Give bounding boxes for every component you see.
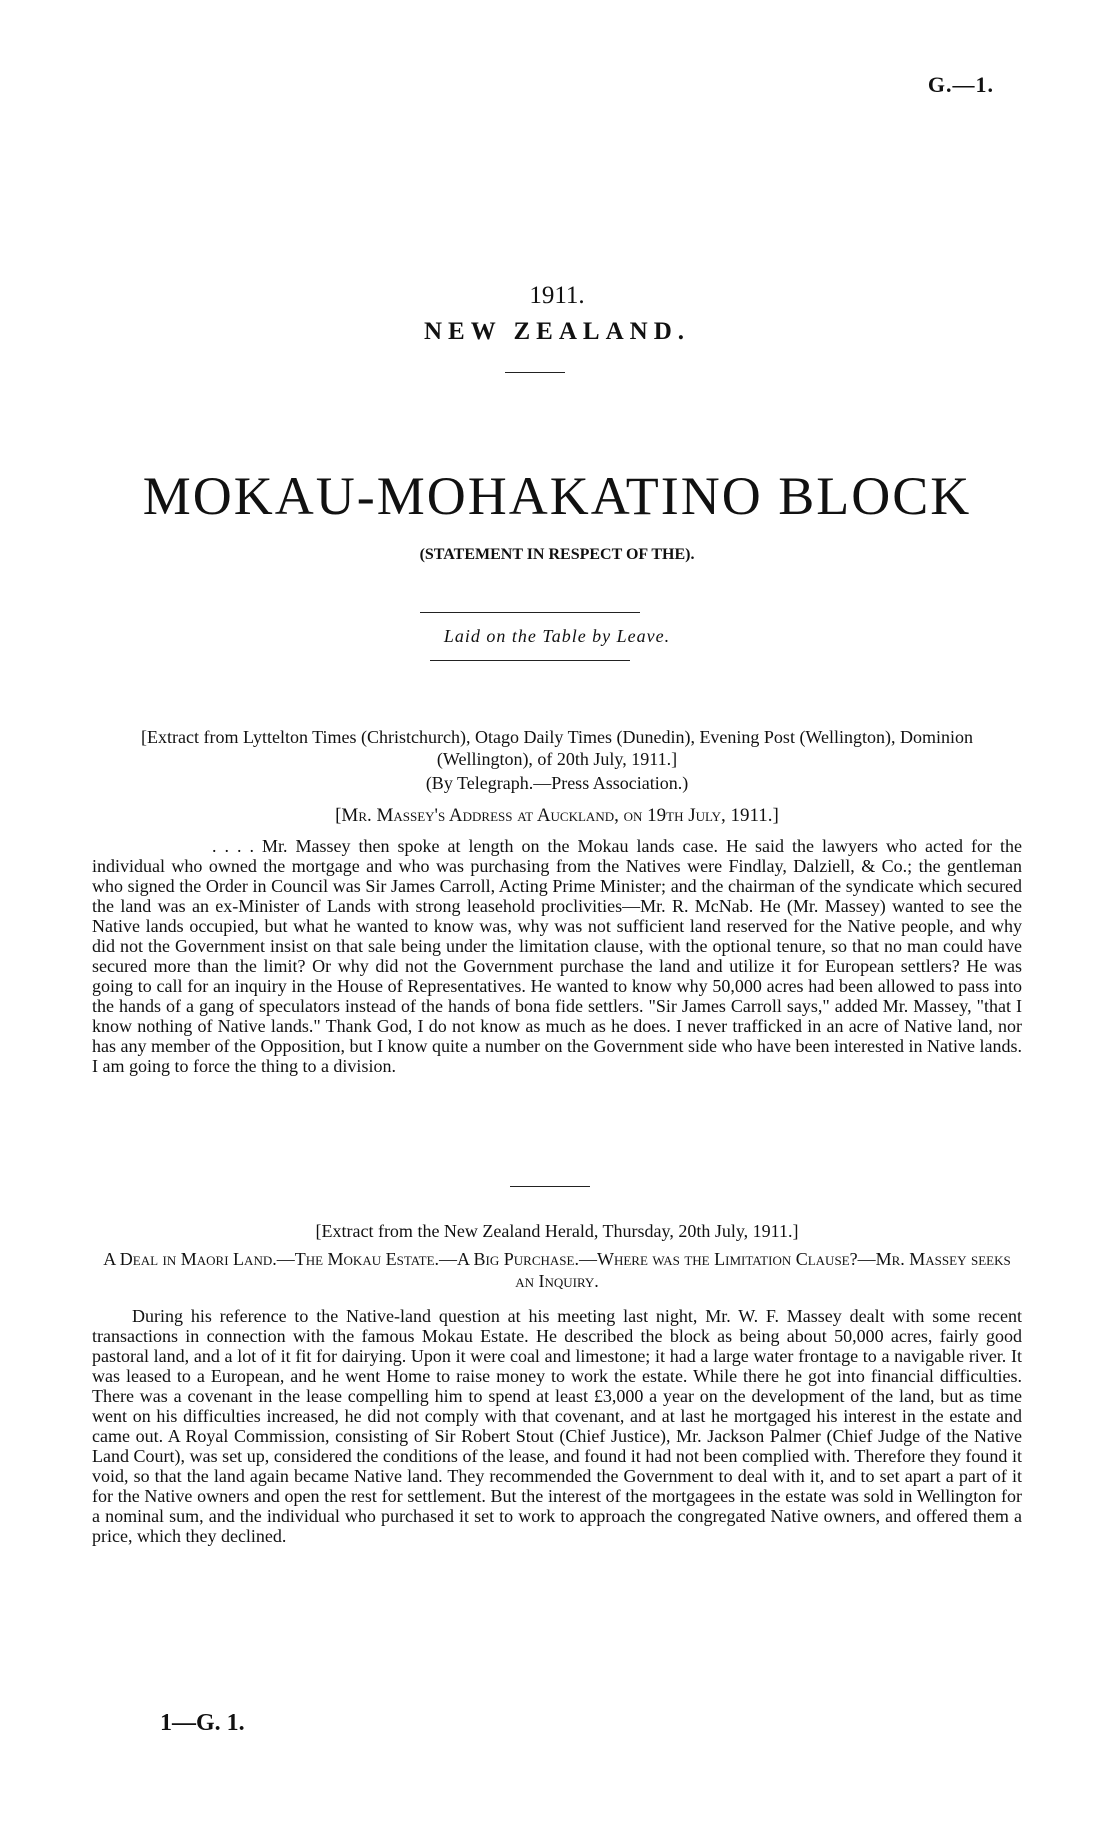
extract-source-line: [Extract from Lyttelton Times (Christchurch), Otago Daily Times (Dunedin), Evening Post (Wellington), Dominion (Wellington), of 20th July, 1911.]: [141, 727, 973, 769]
laid-note: Laid on the Table by Leave.: [443, 626, 671, 646]
country: NEW ZEALAND.: [423, 318, 691, 345]
page-subtitle: (STATEMENT IN RESPECT OF THE).: [419, 546, 695, 563]
page-number: 1—G. 1.: [160, 1710, 245, 1736]
year: 1911.: [529, 282, 585, 309]
extract-source-line: [Extract from the New Zealand Herald, Thursday, 20th July, 1911.]: [315, 1221, 799, 1241]
divider: [505, 372, 565, 373]
page-title: MOKAU-MOHAKATINO BLOCK: [142, 466, 972, 526]
body-paragraph: . . . . Mr. Massey then spoke at length on the Mokau lands case. He said the lawyers who acted for the individual who owned the mortgage and who was purchasing from the Natives were Findlay, Dalziell, & Co.; the gentleman who signed the Order in Council was Sir James Carroll, Acting Prime Minister; and the chairman of the syndicate which secured the land was an ex-Minister of Lands with strong leasehold proclivities—Mr. R. McNab. He (Mr. Massey) wanted to see the Native lands occupied, but what he wanted to know was, why was not sufficient land reserved for the Native people, and why did not the Government insist on that sale being under the limitation clause, with the optional tenure, so that no man could have secured more than the limit? Or why did not the Government purchase the land and utilize it for European settlers? He was going to call for an inquiry in the House of Representatives. He wanted to know why 50,000 acres had been allowed to pass into the hands of a gang of speculators instead of the hands of bona fide settlers. "Sir James Carroll says," added Mr. Massey, "that I know nothing of Native lands." Thank God, I do not know as much as he does. I never trafficked in an acre of Native land, nor has any member of the Opposition, but I know quite a number on the Government side who have been interested in Native lands. I am going to force the thing to a division.: [92, 836, 1022, 1076]
article-headline: A Deal in Maori Land.—The Mokau Estate.—A Big Purchase.—Where was the Limitation Clause?—Mr. Massey seeks an Inquiry.: [103, 1249, 1011, 1291]
body-paragraph: During his reference to the Native-land question at his meeting last night, Mr. W. F. Massey dealt with some recent transactions in connection with the famous Mokau Estate. He described the block as being about 50,000 acres, fairly good pastoral land, and a lot of it fit for dairying. Upon it were coal and limestone; it had a large water frontage to a navigable river. It was leased to a European, and he went Home to raise money to work the estate. While there he got into financial difficulties. There was a covenant in the lease compelling him to spend at least £3,000 a year on the development of the land, but as time went on his difficulties increased, he did not comply with that covenant, and at last he mortgaged his interest in the estate and came out. A Royal Commission, consisting of Sir Robert Stout (Chief Justice), Mr. Jackson Palmer (Chief Judge of the Native Land Court), was set up, considered the conditions of the lease, and found it had not been complied with. Therefore they found it void, so that the land again became Native land. They recommended the Government to deal with it, and to set apart a part of it for the Native owners and open the rest for settlement. But the interest of the mortgagees in the estate was sold in Wellington for a nominal sum, and the individual who purchased it set to work to approach the congregated Native owners, and offered them a price, which they declined.: [92, 1306, 1022, 1546]
telegraph-note: (By Telegraph.—Press Association.): [425, 773, 689, 793]
address-heading: [Mr. Massey's Address at Auckland, on 19th July, 1911.]: [335, 805, 779, 826]
document-reference: G.—1.: [927, 72, 994, 97]
divider: [430, 660, 630, 661]
divider: [510, 1186, 590, 1187]
divider: [420, 612, 640, 613]
